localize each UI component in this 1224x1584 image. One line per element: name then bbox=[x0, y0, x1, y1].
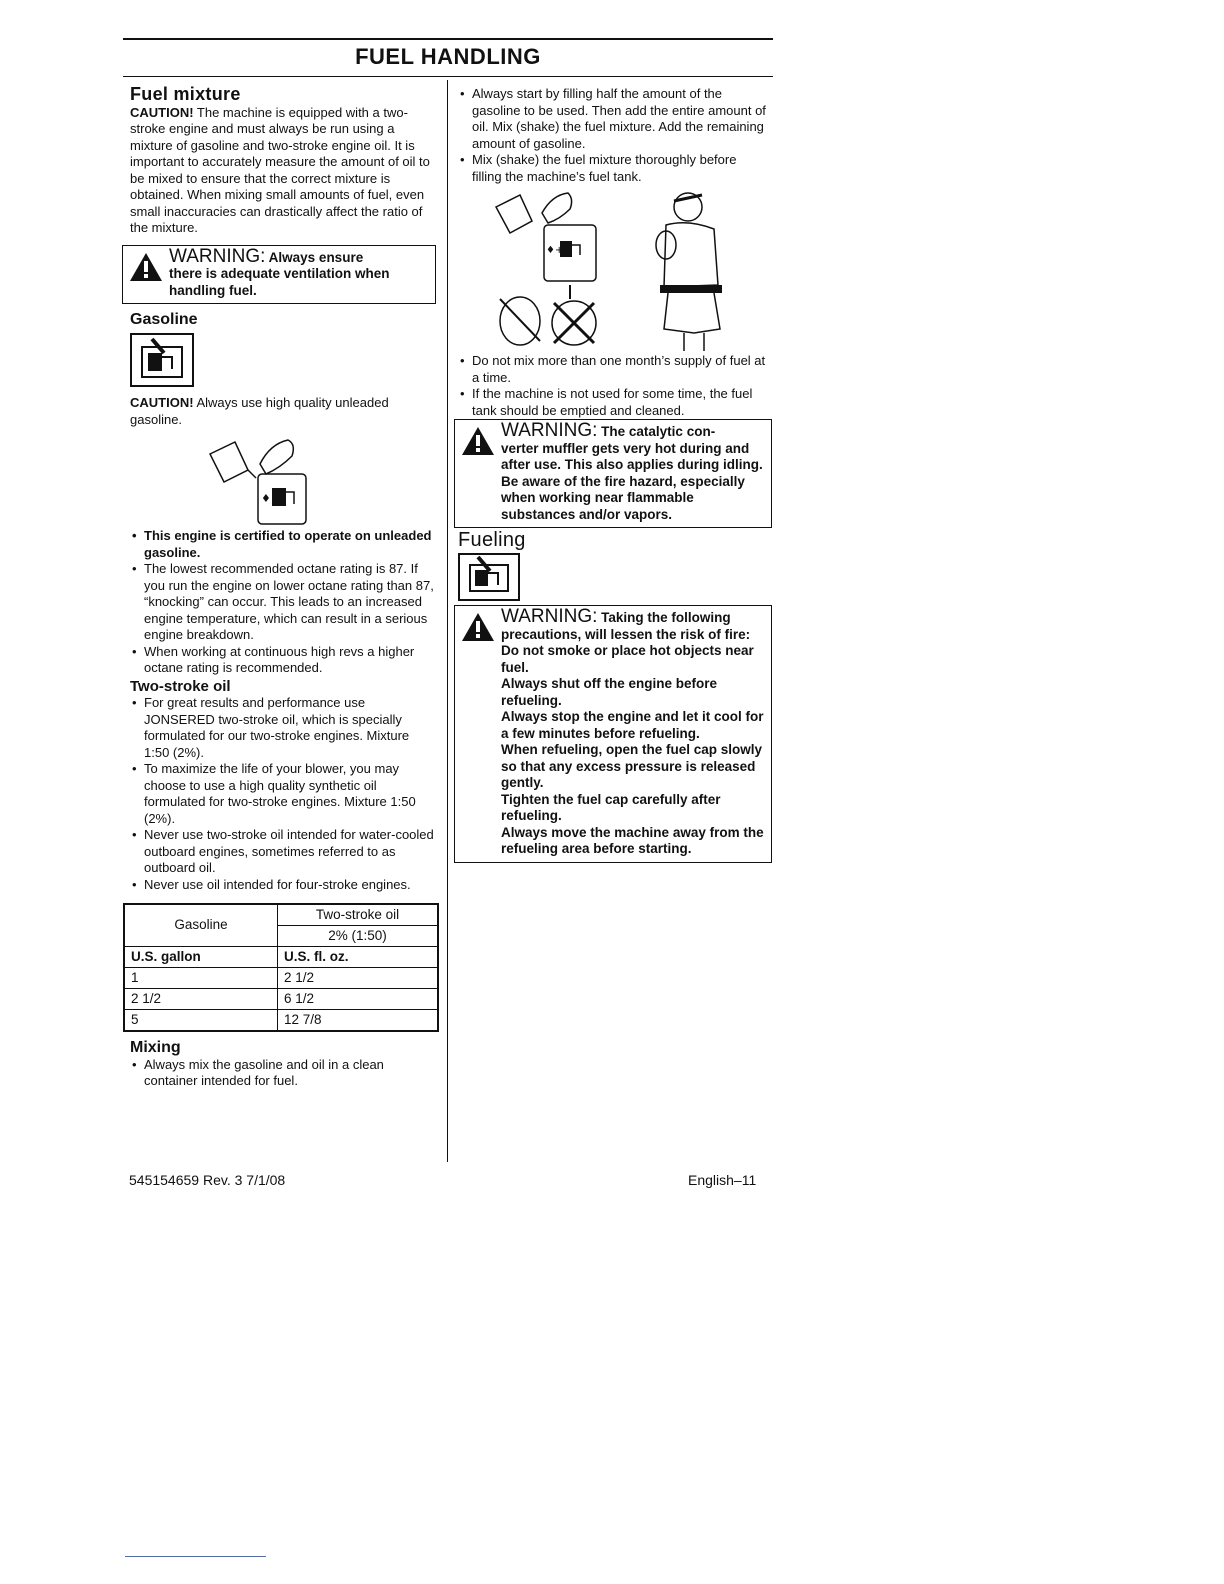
muffler-warning bbox=[454, 419, 772, 528]
title-rule bbox=[123, 76, 773, 77]
warning-lead: The catalytic con- bbox=[597, 424, 716, 439]
table-row bbox=[124, 1010, 438, 1032]
warning-line: Tighten the fuel cap carefully after refueling. bbox=[501, 791, 721, 823]
warning-label: WARNING: bbox=[501, 606, 598, 627]
list-item: • If the machine is not used for some time, the fuel tank should be emptied and cleaned. bbox=[458, 386, 768, 419]
warning-lead: Taking the following bbox=[597, 610, 731, 625]
svg-text:♦+: ♦+ bbox=[546, 245, 564, 256]
warning-triangle-icon bbox=[461, 426, 495, 456]
bottom-link-underline[interactable] bbox=[125, 1556, 266, 1557]
table-header-gasoline: Gasoline bbox=[124, 904, 278, 947]
table-cell: 6 1/2 bbox=[278, 989, 439, 1010]
warning-line: When refueling, open the fuel cap slowly so that any excess pressure is released gently. bbox=[501, 742, 763, 790]
warning-line: Do not smoke or place hot objects near fuel. bbox=[501, 643, 754, 675]
fuel-pump-icon bbox=[458, 553, 520, 601]
fuel-can-illustration bbox=[200, 434, 320, 526]
gasoline-illustration bbox=[130, 428, 435, 526]
table-row bbox=[124, 989, 438, 1010]
two-stroke-heading: Two-stroke oil bbox=[130, 677, 231, 695]
list-item: • Always mix the gasoline and oil in a clean container intended for fuel. bbox=[130, 1057, 435, 1090]
storage-bullets bbox=[458, 353, 768, 419]
mixing-and-shaking-illustration bbox=[488, 189, 748, 353]
gasoline-caution-body: Always use high quality unleaded gasoline. bbox=[130, 395, 389, 427]
fuel-mixture-heading: Fuel mixture bbox=[130, 84, 241, 104]
table-header-ratio: 2% (1:50) bbox=[278, 926, 439, 947]
list-item: • This engine is certified to operate on unleaded gasoline. bbox=[130, 528, 435, 561]
gasoline-bullets bbox=[130, 528, 435, 677]
list-item: • When working at continuous high revs a higher octane rating is recommended. bbox=[130, 644, 435, 677]
fuel-mixture-body: The machine is equipped with a two-stroke engine and must always be run using a mixture of gasoline and two-stroke engine oil. It is important to accurately measure the amount of oil to be mixed to ensure that the correct mixture is obtained. When mixing small amounts of fuel, even small inaccuracies can drastically affect the ratio of the mixture. bbox=[130, 104, 430, 235]
table-cell: 12 7/8 bbox=[278, 1010, 439, 1032]
fuel-pump-icon bbox=[130, 333, 194, 387]
ventilation-warning bbox=[122, 245, 436, 305]
table-cell: 5 bbox=[124, 1010, 278, 1032]
warning-triangle-icon bbox=[129, 252, 163, 282]
warning-lead: Always ensure bbox=[265, 249, 364, 265]
warning-text: verter muffler gets very hot during and after use. This also applies during idling. Be aware of the fire hazard, especially when working near flammable substances and/or vapors. bbox=[501, 440, 763, 522]
mixing-bullets bbox=[130, 1057, 435, 1090]
table-row bbox=[124, 968, 438, 989]
gasoline-heading: Gasoline bbox=[130, 311, 198, 328]
warning-triangle-icon bbox=[461, 612, 495, 642]
warning-line: Always move the machine away from the refueling area before starting. bbox=[501, 824, 764, 856]
caution-label: CAUTION! bbox=[130, 395, 194, 410]
warning-line: precautions, will lessen the risk of fire: bbox=[501, 626, 751, 642]
page-title: FUEL HANDLING bbox=[355, 44, 541, 69]
fueling-warning bbox=[454, 605, 772, 863]
mixing-illustration bbox=[458, 185, 768, 353]
list-item: • Do not mix more than one month’s supply of fuel at a time. bbox=[458, 353, 768, 386]
mixture-table bbox=[123, 903, 439, 1032]
fueling-heading: Fueling bbox=[458, 529, 526, 551]
top-rule bbox=[123, 38, 773, 40]
warning-text: there is adequate ventilation when handling fuel. bbox=[169, 266, 390, 298]
table-unit-gallon: U.S. gallon bbox=[124, 947, 278, 968]
two-stroke-bullets bbox=[130, 695, 435, 893]
list-item: • Never use oil intended for four-stroke engines. bbox=[130, 877, 435, 894]
list-item: • To maximize the life of your blower, you may choose to use a high quality synthetic oil formulated for two-stroke engines. Mixture 1:50 (2%). bbox=[130, 761, 435, 827]
right-column bbox=[458, 86, 768, 863]
warning-label: WARNING: bbox=[501, 420, 598, 441]
list-item: • Never use two-stroke oil intended for water-cooled outboard engines, sometimes referred to as outboard oil. bbox=[130, 827, 435, 877]
list-item: • For great results and performance use JONSERED two-stroke oil, which is specially formulated for our two-stroke engines. Mixture 1:50 (2%). bbox=[130, 695, 435, 761]
fuel-mixture-text bbox=[130, 105, 435, 237]
left-column bbox=[130, 86, 435, 1090]
svg-text:♦+: ♦+ bbox=[261, 492, 281, 505]
caution-label: CAUTION! bbox=[130, 104, 194, 120]
gasoline-caution bbox=[130, 395, 435, 428]
list-item: • Always start by filling half the amount of the gasoline to be used. Then add the entire amount of oil. Mix (shake) the fuel mixture. Add the remaining amount of gasoline. bbox=[458, 86, 768, 152]
mixing-steps-bullets bbox=[458, 86, 768, 185]
page-number: English–11 bbox=[688, 1172, 757, 1188]
list-item: • Mix (shake) the fuel mixture thoroughly before filling the machine’s fuel tank. bbox=[458, 152, 768, 185]
table-header-oil: Two-stroke oil bbox=[278, 904, 439, 926]
table-unit-floz: U.S. fl. oz. bbox=[278, 947, 439, 968]
warning-label: WARNING: bbox=[169, 245, 266, 267]
warning-line: Always stop the engine and let it cool for a few minutes before refueling. bbox=[501, 709, 764, 741]
document-number: 545154659 Rev. 3 7/1/08 bbox=[129, 1172, 286, 1188]
column-divider bbox=[447, 80, 448, 1162]
list-item: • The lowest recommended octane rating is 87. If you run the engine on lower octane rating than 87, “knocking” can occur. This leads to an increased engine temperature, which can result in a serious engine breakdown. bbox=[130, 561, 435, 644]
table-cell: 2 1/2 bbox=[124, 989, 278, 1010]
table-cell: 1 bbox=[124, 968, 278, 989]
table-cell: 2 1/2 bbox=[278, 968, 439, 989]
warning-line: Always shut off the engine before refueling. bbox=[501, 676, 718, 708]
mixing-heading: Mixing bbox=[130, 1039, 181, 1056]
